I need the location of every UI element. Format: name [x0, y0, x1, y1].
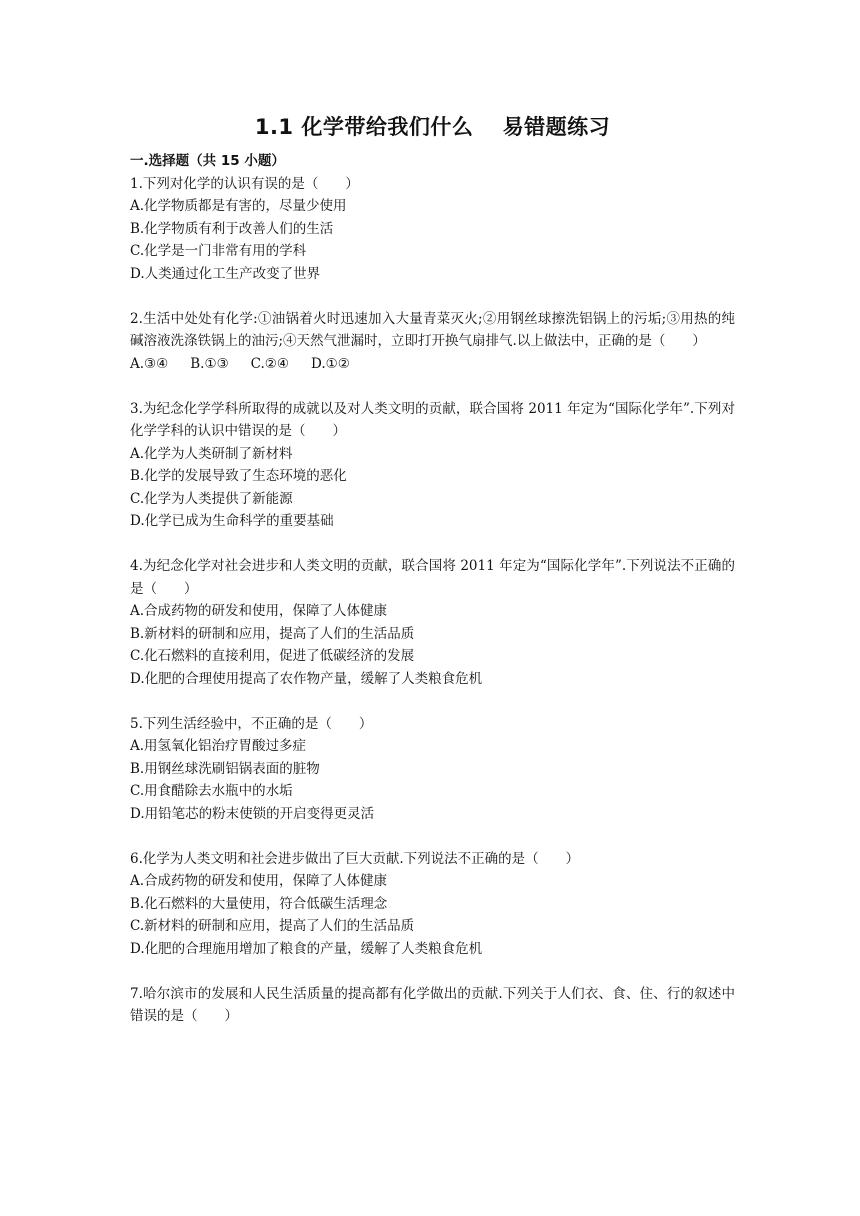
option-d: D.①② — [311, 355, 350, 372]
option-a: A.用氢氧化铝治疗胃酸过多症 — [130, 738, 307, 754]
option-d: D.化肥的合理使用提高了农作物产量，缓解了人类粮食危机 — [130, 670, 483, 687]
question-3 — [130, 398, 735, 533]
question-4 — [130, 555, 735, 690]
option-c: C.化学为人类提供了新能源 — [130, 490, 293, 507]
option-b: B.①③ — [190, 355, 229, 372]
question-5 — [130, 713, 735, 826]
document-page — [130, 112, 735, 1050]
question-stem: 1.下列对化学的认识有误的是（ ） — [130, 175, 359, 192]
option-a: A.合成药物的研发和使用，保障了人体健康 — [130, 873, 388, 889]
option-c: C.化石燃料的直接利用，促进了低碳经济的发展 — [130, 648, 415, 664]
section-heading: 一.选择题（共 15 小题） — [130, 153, 285, 169]
question-2 — [130, 308, 735, 376]
question-stem: 5.下列生活经验中，不正确的是（ ） — [130, 715, 373, 732]
option-c: C.化学是一门非常有用的学科 — [130, 243, 307, 259]
question-7 — [130, 983, 735, 1028]
option-b: B.化学物质有利于改善人们的生活 — [130, 220, 334, 237]
question-stem: 3.为纪念化学学科所取得的成就以及对人类文明的贡献，联合国将 2011 年定为“国际化学年”.下列对化学学科的认识中错误的是（ ） — [130, 400, 735, 439]
option-a: A.化学物质都是有害的，尽量少使用 — [130, 198, 347, 214]
option-a: A.③④ — [130, 355, 169, 372]
option-c: C.②④ — [250, 355, 290, 372]
question-stem: 6.化学为人类文明和社会进步做出了巨大贡献.下列说法不正确的是（ ） — [130, 850, 580, 867]
question-stem: 4.为纪念化学对社会进步和人类文明的贡献，联合国将 2011 年定为“国际化学年”.下列说法不正确的是（ ） — [130, 558, 735, 597]
option-b: B.新材料的研制和应用，提高了人们的生活品质 — [130, 625, 415, 642]
option-c: C.用食醋除去水瓶中的水垢 — [130, 783, 293, 799]
option-b: B.化石燃料的大量使用，符合低碳生活理念 — [130, 895, 388, 912]
question-stem: 2.生活中处处有化学:①油锅着火时迅速加入大量青菜灭火;②用钢丝球擦洗铝锅上的污垢;③用热的纯碱溶液洗涤铁锅上的油污;④天然气泄漏时，立即打开换气扇排气.以上做法中，正确的是（ ） — [130, 310, 735, 349]
inline-options — [130, 353, 735, 376]
option-d: D.用铅笔芯的粉末使锁的开启变得更灵活 — [130, 805, 375, 822]
option-a: A.化学为人类研制了新材料 — [130, 445, 293, 462]
option-c: C.新材料的研制和应用，提高了人们的生活品质 — [130, 918, 415, 934]
document-title: 1.1 化学带给我们什么 易错题练习 — [254, 115, 611, 139]
option-d: D.化学已成为生命科学的重要基础 — [130, 513, 334, 529]
option-b: B.用钢丝球洗刷铝锅表面的脏物 — [130, 760, 320, 777]
option-d: D.人类通过化工生产改变了世界 — [130, 265, 321, 282]
option-a: A.合成药物的研发和使用，保障了人体健康 — [130, 603, 388, 619]
question-1 — [130, 173, 735, 286]
option-b: B.化学的发展导致了生态环境的恶化 — [130, 468, 347, 484]
question-6 — [130, 848, 735, 961]
question-stem: 7.哈尔滨市的发展和人民生活质量的提高都有化学做出的贡献.下列关于人们衣、食、住、行的叙述中错误的是（ ） — [130, 985, 735, 1024]
option-d: D.化肥的合理施用增加了粮食的产量，缓解了人类粮食危机 — [130, 940, 483, 957]
